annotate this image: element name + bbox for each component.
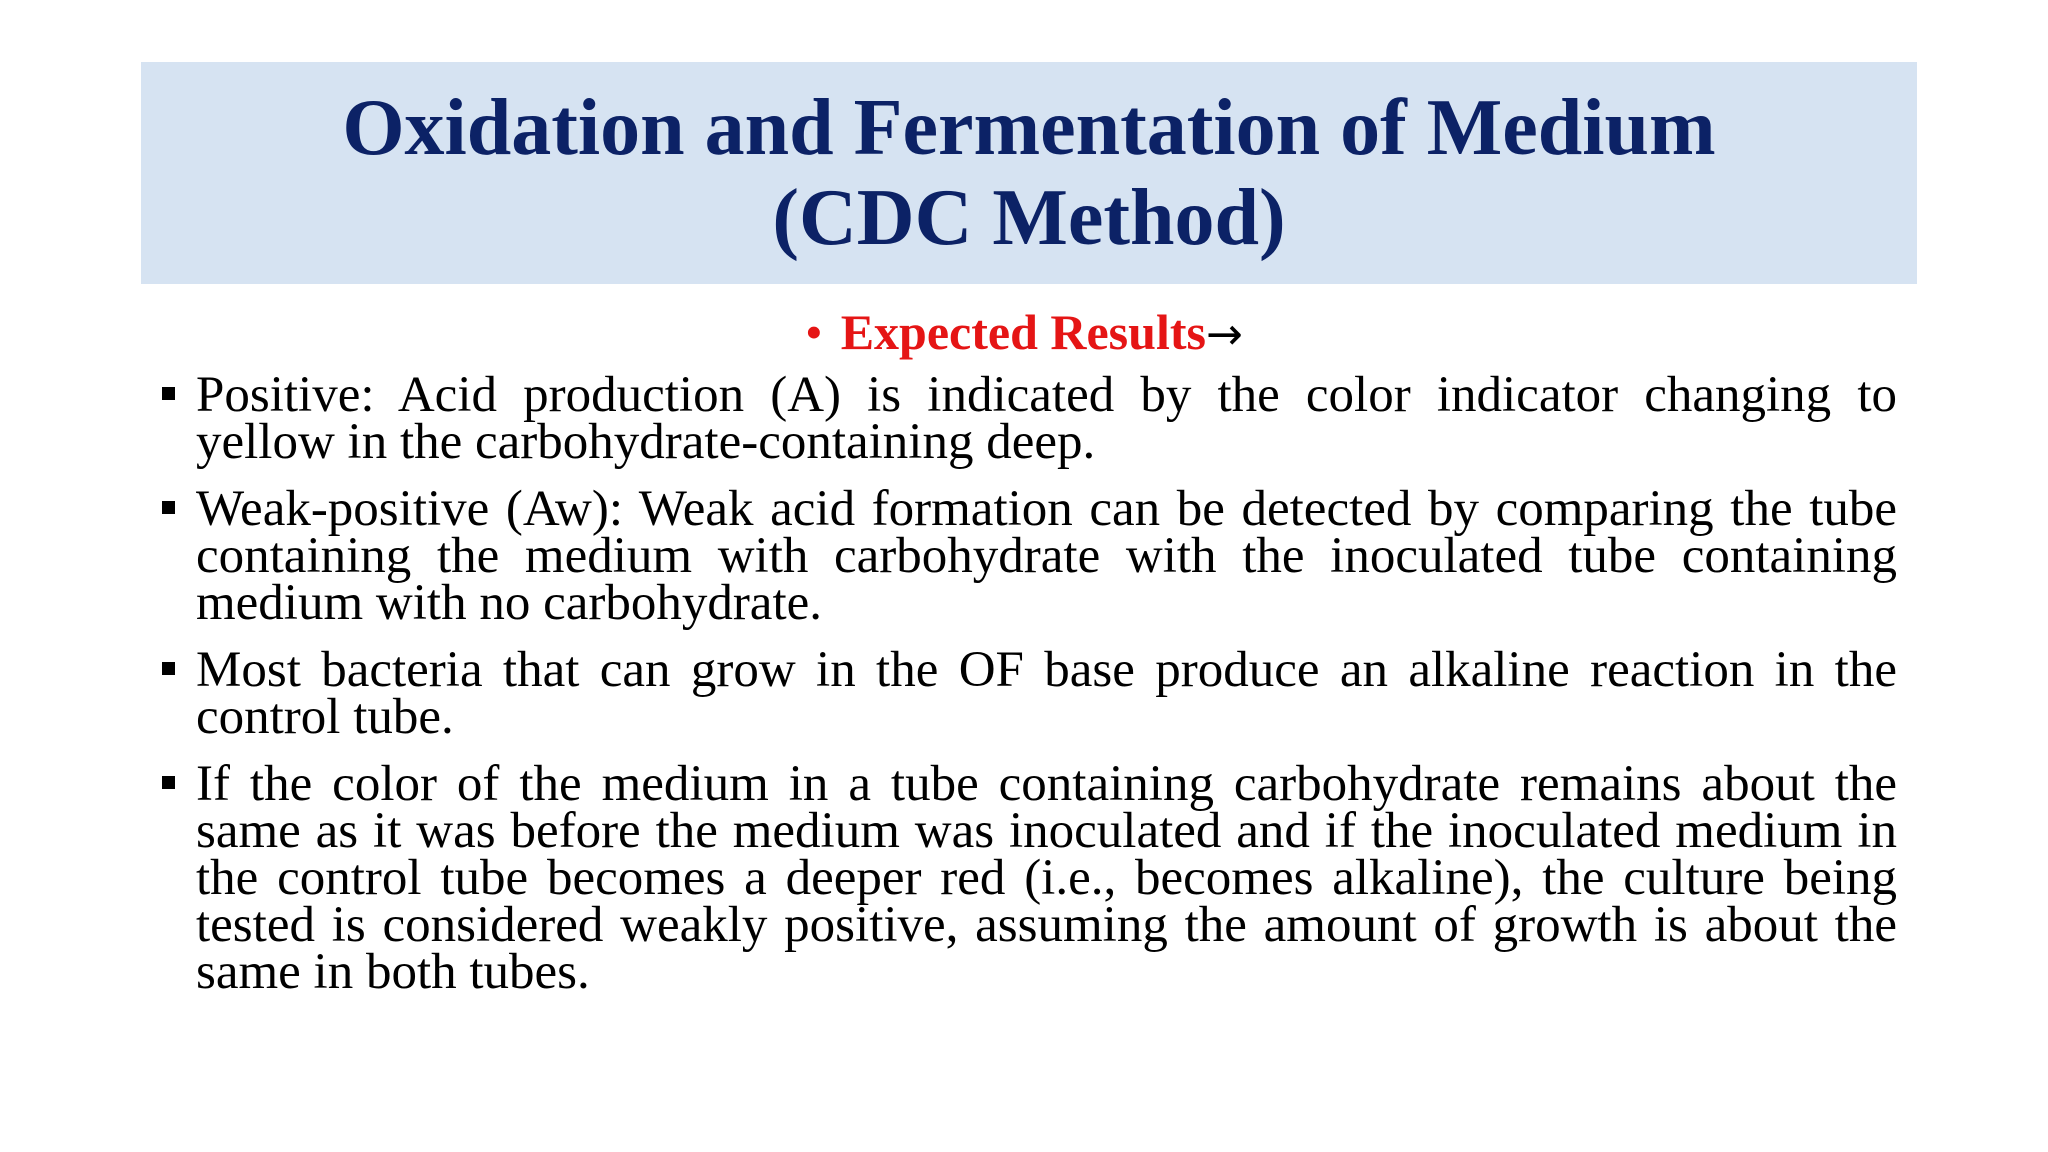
list-item-weakly-positive-culture [160,756,1897,1000]
list-item-text: Most bacteria that can grow in the OF base produce an alkaline reaction in the control tube. [196,642,1897,745]
square-bullet-icon [162,776,175,789]
list-item-positive [160,367,1897,470]
expected-results-label: Expected Results [840,304,1206,360]
title-banner [141,62,1917,284]
right-arrow-icon: → [1205,309,1243,360]
slide-title-line-1: Oxidation and Fermentation of Medium [342,84,1716,172]
bullet-dot: • [805,304,823,360]
results-list [160,367,1897,1016]
list-item-alkaline-reaction [160,642,1897,745]
square-bullet-icon [162,662,175,675]
square-bullet-icon [162,501,175,514]
list-item-text: Weak-positive (Aw): Weak acid formation can be detected by comparing the tube containing the medium with carbohydrate with the inoculated tube containing medium with no carbohydrate. [196,481,1897,631]
slide-title-line-2: (CDC Method) [772,174,1286,262]
list-item-text: Positive: Acid production (A) is indicated by the color indicator changing to yellow in the carbohydrate-containing deep. [196,367,1897,470]
list-item-text: If the color of the medium in a tube containing carbohydrate remains about the same as it was before the medium was inoculated and if the inoculated medium in the control tube becomes a deeper red (i.e., becomes alkaline), the culture being tested is considered weakly positive, assuming the amount of growth is about the same in both tubes. [196,756,1897,1000]
expected-results-heading [0,302,2048,365]
square-bullet-icon [162,387,175,400]
list-item-weak-positive [160,481,1897,631]
